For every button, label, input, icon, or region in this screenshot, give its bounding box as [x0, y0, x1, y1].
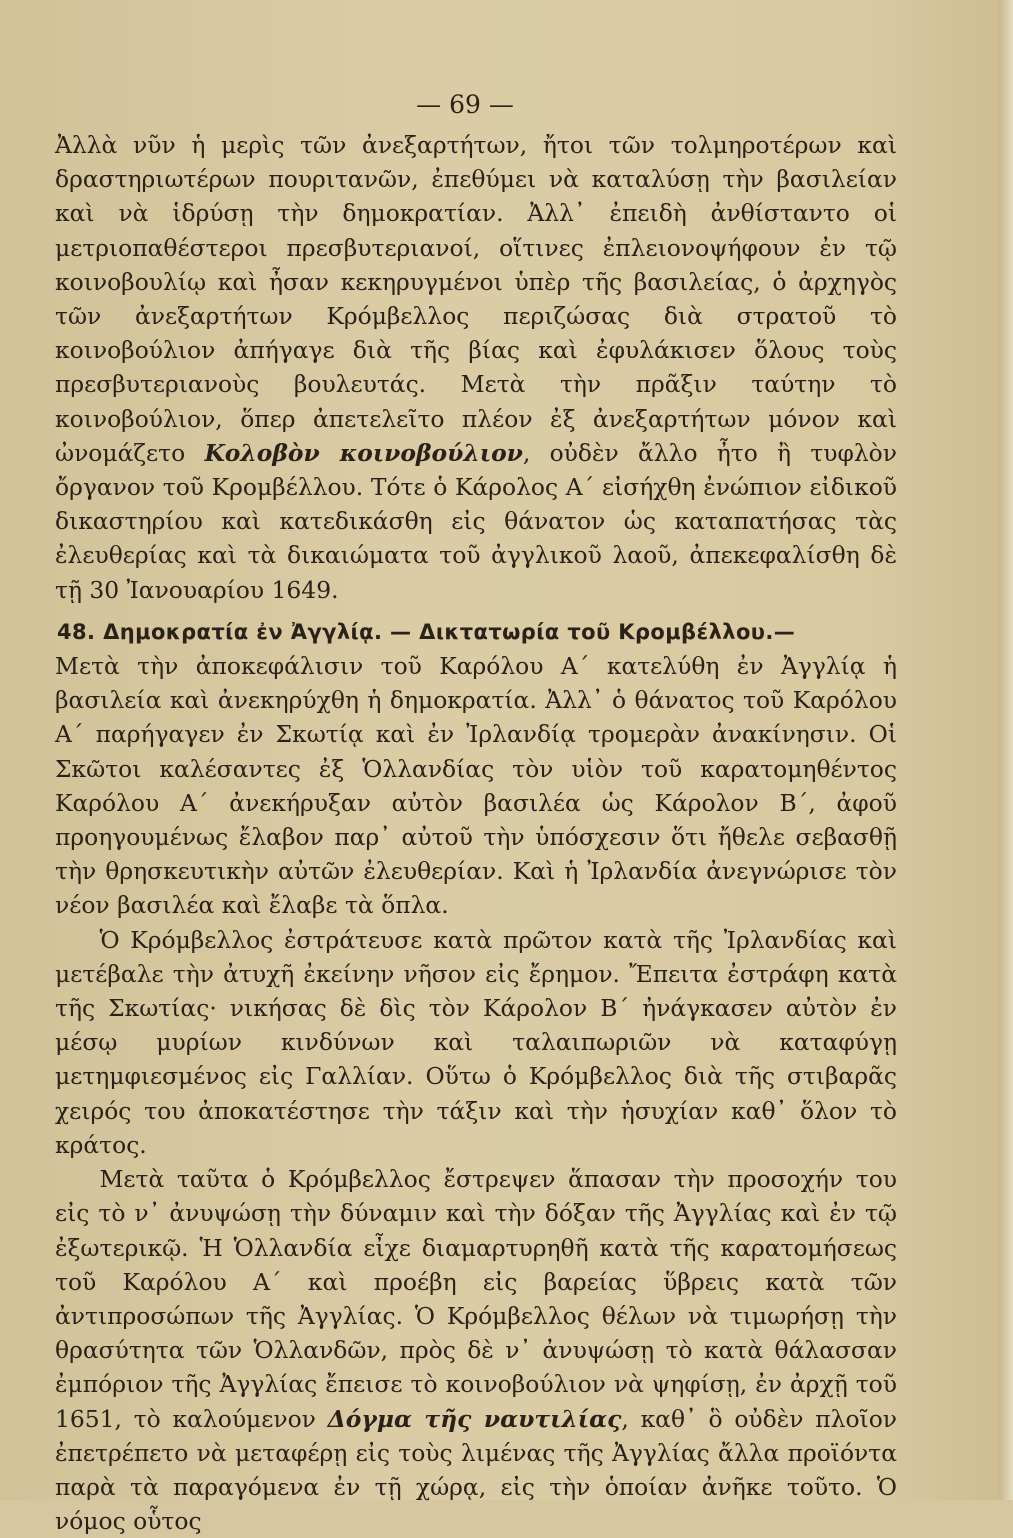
paragraph-section-3	[55, 1162, 897, 1538]
paragraph-section-3-text: Μετὰ ταῦτα ὁ Κρόμβελλος ἔστρεψεν ἅπασαν τὴν προσοχήν του εἰς τὸ ν᾽ ἀνυψώσῃ τὴν δύναμιν καὶ τὴν δόξαν τῆς Ἀγγλίας καὶ ἐν τῷ ἐξωτερικῷ. Ἡ Ὁλλανδία εἶχε διαμαρτυρηθῆ κατὰ τῆς καρατομήσεως τοῦ Καρόλου Α΄ καὶ προέβη εἰς βαρείας ὕβρεις κατὰ τῶν ἀντιπροσώπων τῆς Ἀγγλίας. Ὁ Κρόμβελλος θέλων νὰ τιμωρήσῃ τὴν θρασύτητα τῶν Ὁλλανδῶν, πρὸς δὲ ν᾽ ἀνυψώσῃ τὸ κατὰ θάλασσαν ἐμπόριον τῆς Ἀγγλίας ἔπεισε τὸ κοινοβούλιον νὰ ψηφίσῃ, ἐν ἀρχῇ τοῦ 1651, τὸ καλούμενον	[55, 1165, 897, 1433]
paragraph-intro-tail: , οὐδὲν ἄλλο ἦτο ἢ τυφλὸν ὄργανον τοῦ Κρομβέλλου. Τότε ὁ Κάρολος Α΄ εἰσήχθη ἐνώπιον εἰδικοῦ δικαστηρίου καὶ κατεδικάσθη εἰς θάνατον ὡς καταπατήσας τὰς ἐλευθερίας καὶ τὰ δικαιώματα τοῦ ἀγγλικοῦ λαοῦ, ἀπεκεφαλίσθη δὲ τῇ 30 Ἰανουαρίου 1649.	[55, 438, 897, 604]
paragraph-intro	[55, 128, 897, 607]
paragraph-section-2: Ὁ Κρόμβελλος ἐστράτευσε κατὰ πρῶτον κατὰ τῆς Ἰρλανδίας καὶ μετέβαλε τὴν ἀτυχῆ ἐκείνην νῆσον εἰς ἔρημον. Ἔπειτα ἐστράφη κατὰ τῆς Σκωτίας· νικήσας δὲ δὶς τὸν Κάρολον Β΄ ἠνάγκασεν αὐτὸν ἐν μέσῳ μυρίων κινδύνων καὶ ταλαιπωριῶν νὰ καταφύγῃ μετημφιεσμένος εἰς Γαλλίαν. Οὕτω ὁ Κρόμβελλος διὰ τῆς στιβαρᾶς χειρός του ἀποκατέστησε τὴν τάξιν καὶ τὴν ἡσυχίαν καθ᾽ ὅλον τὸ κράτος.	[55, 925, 897, 1159]
emphasis-navigation-act: Δόγμα τῆς ναυτιλίας	[327, 1404, 622, 1433]
body-text	[55, 128, 897, 1538]
page-edge	[999, 0, 1013, 1500]
section-heading: 48. Δημοκρατία ἐν Ἀγγλίᾳ. — Δικτατωρία τοῦ Κρομβέλλου.—	[57, 619, 796, 644]
paragraph-intro-text: Ἀλλὰ νῦν ἡ μερὶς τῶν ἀνεξαρτήτων, ἤτοι τῶν τολμηροτέρων καὶ δραστηριωτέρων πουριτανῶν, ἐπεθύμει νὰ καταλύσῃ τὴν βασιλείαν καὶ νὰ ἱδρύσῃ τὴν δημοκρατίαν. Ἀλλ᾽ ἐπειδὴ ἀνθίσταντο οἱ μετριοπαθέστεροι πρεσβυτεριανοί, οἵτινες ἐπλειονοψήφουν ἐν τῷ κοινοβουλίῳ καὶ ἦσαν κεκηρυγμένοι ὑπὲρ τῆς βασιλείας, ὁ ἀρχηγὸς τῶν ἀνεξαρτήτων Κρόμβελλος περιζώσας διὰ στρατοῦ τὸ κοινοβούλιον ἀπήγαγε διὰ τῆς βίας καὶ ἐφυλάκισεν ὅλους τοὺς πρεσβυτεριανοὺς βουλευτάς. Μετὰ τὴν πρᾶξιν ταύτην τὸ κοινοβούλιον, ὅπερ ἀπετελεῖτο πλέον ἐξ ἀνεξαρτήτων μόνον καὶ ὠνομάζετο	[55, 131, 897, 467]
emphasis-rump-parliament: Κολοβὸν κοινοβούλιον	[204, 438, 523, 467]
page-number: — 69 —	[416, 90, 514, 119]
paragraph-section-1: Μετὰ τὴν ἀποκεφάλισιν τοῦ Καρόλου Α΄ κατελύθη ἐν Ἀγγλίᾳ ἡ βασιλεία καὶ ἀνεκηρύχθη ἡ δημοκρατία. Ἀλλ᾽ ὁ θάνατος τοῦ Καρόλου Α΄ παρήγαγεν ἐν Σκωτίᾳ καὶ ἐν Ἰρλανδίᾳ τρομερὰν ἀνακίνησιν. Οἱ Σκῶτοι καλέσαντες ἐξ Ὁλλανδίας τὸν υἱὸν τοῦ καρατομηθέντος Καρόλου Α΄ ἀνεκήρυξαν αὐτὸν βασιλέα ὡς Κάρολον Β΄, ἀφοῦ προηγουμένως ἔλαβον παρ᾽ αὐτοῦ τὴν ὑπόσχεσιν ὅτι ἤθελε σεβασθῇ τὴν θρησκευτικὴν αὐτῶν ἐλευθερίαν. Καὶ ἡ Ἰρλανδία ἀνεγνώρισε τὸν νέον βασιλέα καὶ ἔλαβε τὰ ὅπλα.	[55, 652, 897, 920]
paragraph-section-3-tail: , καθ᾽ ὃ οὐδὲν πλοῖον ἐπετρέπετο νὰ μεταφέρῃ εἰς τοὺς λιμένας τῆς Ἀγγλίας ἄλλα προϊόντα παρὰ τὰ παραγόμενα ἐν τῇ χώρᾳ, εἰς τὴν ὁποίαν ἀνῆκε τοῦτο. Ὁ νόμος οὗτος	[55, 1404, 898, 1536]
